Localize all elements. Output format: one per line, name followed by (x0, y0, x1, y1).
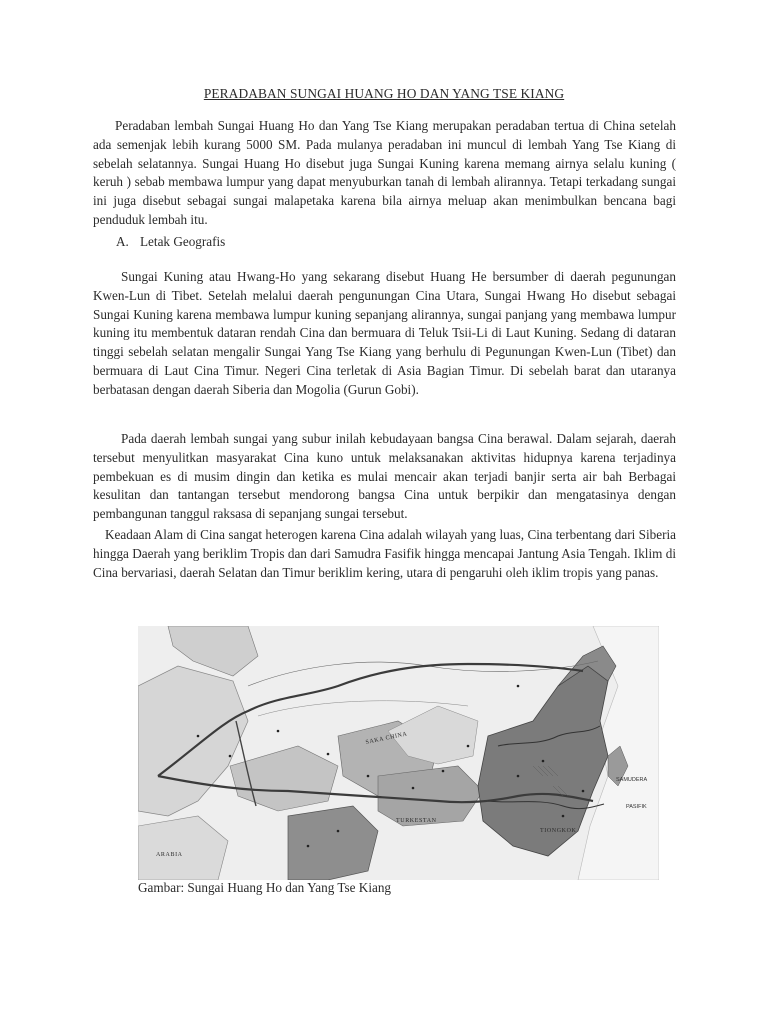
body-paragraph-3: Keadaan Alam di Cina sangat heterogen karena Cina adalah wilayah yang luas, Cina terbentang dari Siberia hingga Daerah yang beriklim Tropis dan dari Samudra Fasifik hingga mencapai Jantung Asia Tengah. Iklim di Cina bervariasi, daerah Selatan dan Timur beriklim kering, utara di pengaruhi oleh iklim tropis yang panas. (93, 527, 676, 580)
intro-paragraph: Peradaban lembah Sungai Huang Ho dan Yang Tse Kiang merupakan peradaban tertua di China setelah ada semenjak lebih kurang 5000 SM. Pada mulanya peradaban ini muncul di lembah Yang Tse Kiang di sebelah selatannya. Sungai Huang Ho disebut juga Sungai Kuning karena memang airnya selalu kuning ( keruh ) sebab membawa lumpur yang dapat menyuburkan tanah di lembah alirannya. Tetapi terkadang sungai ini juga disebut sebagai sungai malapetaka karena bila airnya meluap akan menimbulkan bencana bagi penduduk lembah itu. (93, 118, 676, 227)
map-label-samudera: SAMUDERA (616, 777, 648, 783)
map-label-pasifik: PASIFIK (626, 804, 647, 810)
section-letter: A. (116, 234, 129, 249)
body-paragraph-1: Sungai Kuning atau Hwang-Ho yang sekarang disebut Huang He bersumber di daerah pegunungan Kwen-Lun di Tibet. Setelah melalui daerah pengunungan Cina Utara, Sungai Hwang Ho disebut sebagai Sungai Kuning karena membawa lumpur kuning sepanjang alirannya, sungai panjang yang membawa lumpur kuning itu membentuk dataran rendah Cina dan bermuara di Teluk Tsii-Li di Laut Kuning. Sedang di dataran tinggi sebelah selatan mengalir Sungai Yang Tse Kiang yang berhulu di Pegunungan Kwen-Lun (Tibet) dan bermuara di Laut Cina Timur. Negeri Cina terletak di Asia Bagian Timur. Di sebelah barat dan utaranya berbatasan dengan daerah Siberia dan Mogolia (Gurun Gobi). (93, 269, 676, 397)
map-label-tiongkok: TIONGKOK (540, 828, 577, 834)
section-heading-text: Letak Geografis (140, 234, 226, 249)
body-paragraph-2: Pada daerah lembah sungai yang subur inilah kebudayaan bangsa Cina berawal. Dalam sejarah, daerah tersebut menyulitkan masyarakat Cina kuno untuk melaksanakan aktivitas hidupnya karena terjadinya pembekuan es di musim dingin dan ketika es mulai mencair akan terjadi banjir serta air bah Berbagai kesulitan dan tantangan tersebut mendorong bangsa Cina untuk berpikir dan mengatasinya dengan pembangunan tanggul raksasa di sepanjang sungai tersebut. (93, 431, 676, 522)
map-label-arabia: ARABIA (156, 852, 183, 858)
figure-caption: Gambar: Sungai Huang Ho dan Yang Tse Kiang (138, 880, 392, 895)
map-label-turkestan: TURKESTAN (396, 818, 437, 824)
map-illustration (138, 626, 659, 880)
document-title: PERADABAN SUNGAI HUANG HO DAN YANG TSE KIANG (203, 86, 565, 101)
map-label-saka-china: SAKA CHINA (365, 731, 409, 746)
section-heading (116, 234, 225, 250)
map-figure (138, 626, 659, 880)
